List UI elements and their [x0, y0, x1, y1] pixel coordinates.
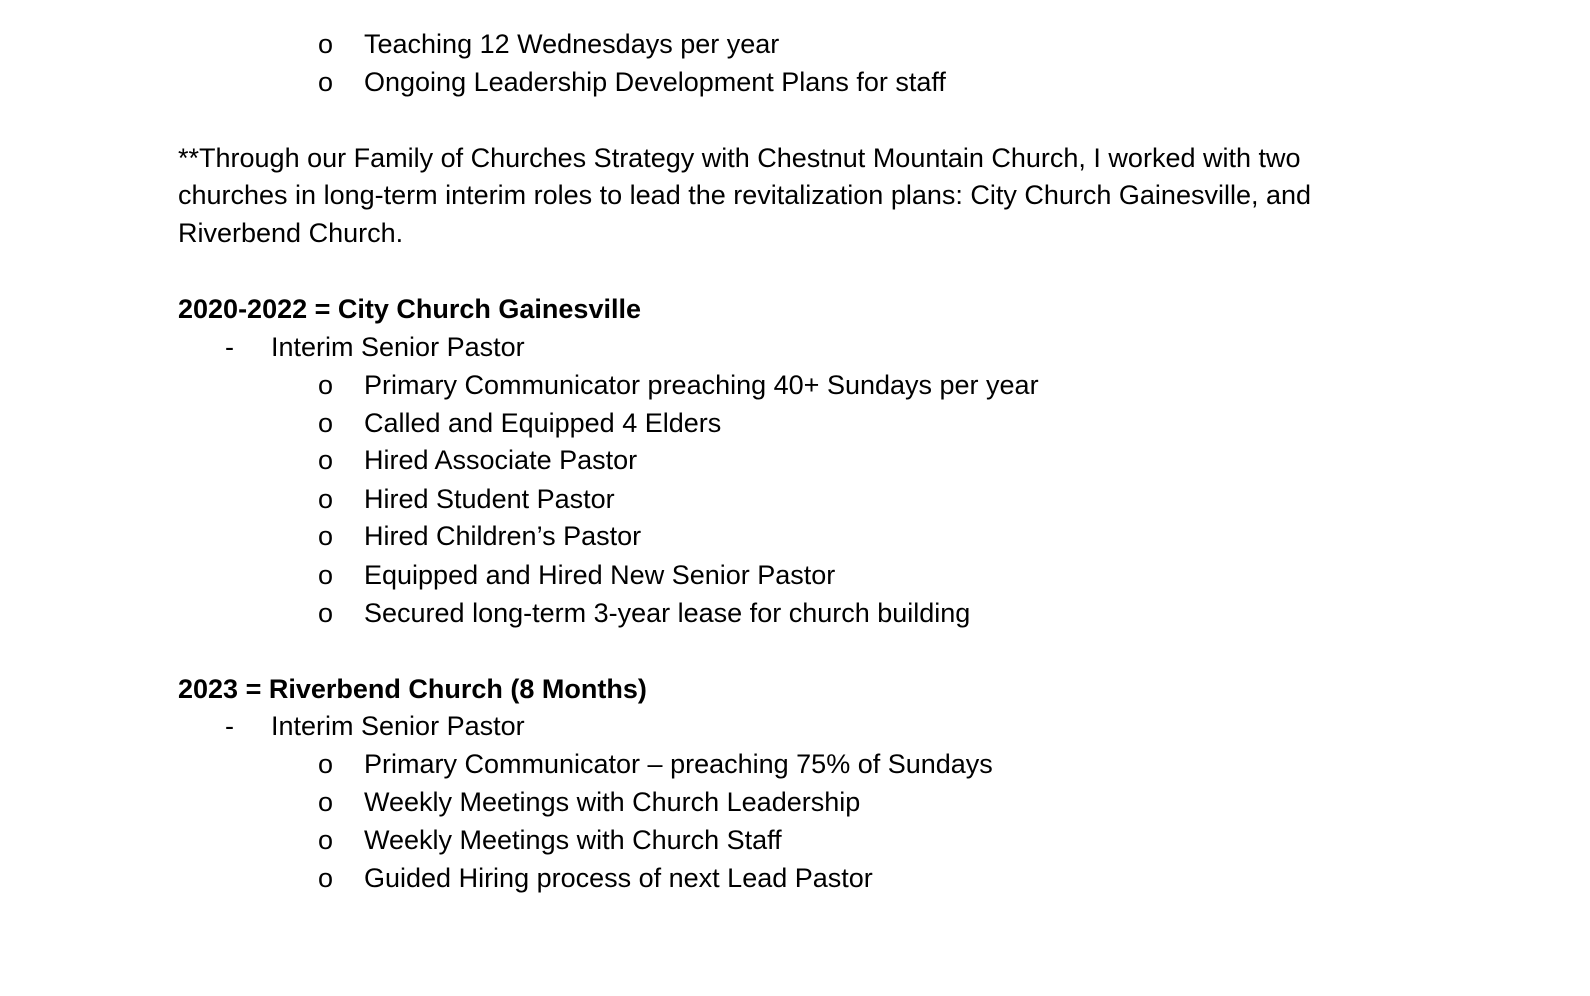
- note-line: churches in long-term interim roles to lead the revitalization plans: City Church Gainesville, and: [178, 180, 1312, 210]
- circle-bullet-icon: o: [318, 598, 334, 628]
- list-item: Called and Equipped 4 Elders: [364, 408, 722, 438]
- list-item: Primary Communicator – preaching 75% of Sundays: [364, 749, 993, 779]
- circle-bullet-icon: o: [318, 445, 334, 475]
- circle-bullet-icon: o: [318, 787, 334, 817]
- list-item: Hired Children’s Pastor: [364, 521, 642, 551]
- list-item: Primary Communicator preaching 40+ Sundays per year: [364, 370, 1039, 400]
- circle-bullet-icon: o: [318, 749, 334, 779]
- role-title: Interim Senior Pastor: [271, 711, 525, 741]
- circle-bullet-icon: o: [318, 67, 334, 97]
- list-item: Weekly Meetings with Church Staff: [364, 825, 782, 855]
- list-item: Teaching 12 Wednesdays per year: [364, 29, 780, 59]
- note-line: Riverbend Church.: [178, 218, 404, 248]
- circle-bullet-icon: o: [318, 484, 334, 514]
- list-item: Ongoing Leadership Development Plans for staff: [364, 67, 946, 97]
- list-item: Guided Hiring process of next Lead Pastor: [364, 863, 873, 893]
- dash-bullet-icon: -: [225, 332, 234, 362]
- section-heading: 2023 = Riverbend Church (8 Months): [178, 674, 647, 704]
- circle-bullet-icon: o: [318, 863, 334, 893]
- circle-bullet-icon: o: [318, 825, 334, 855]
- circle-bullet-icon: o: [318, 521, 334, 551]
- dash-bullet-icon: -: [225, 711, 234, 741]
- list-item: Hired Associate Pastor: [364, 445, 638, 475]
- note-line: **Through our Family of Churches Strategy with Chestnut Mountain Church, I worked with two: [178, 143, 1301, 173]
- circle-bullet-icon: o: [318, 408, 334, 438]
- list-item: Equipped and Hired New Senior Pastor: [364, 560, 836, 590]
- list-item: Hired Student Pastor: [364, 484, 615, 514]
- circle-bullet-icon: o: [318, 560, 334, 590]
- circle-bullet-icon: o: [318, 370, 334, 400]
- section-heading: 2020-2022 = City Church Gainesville: [178, 294, 641, 324]
- list-item: Secured long-term 3-year lease for church building: [364, 598, 971, 628]
- list-item: Weekly Meetings with Church Leadership: [364, 787, 861, 817]
- circle-bullet-icon: o: [318, 29, 334, 59]
- role-title: Interim Senior Pastor: [271, 332, 525, 362]
